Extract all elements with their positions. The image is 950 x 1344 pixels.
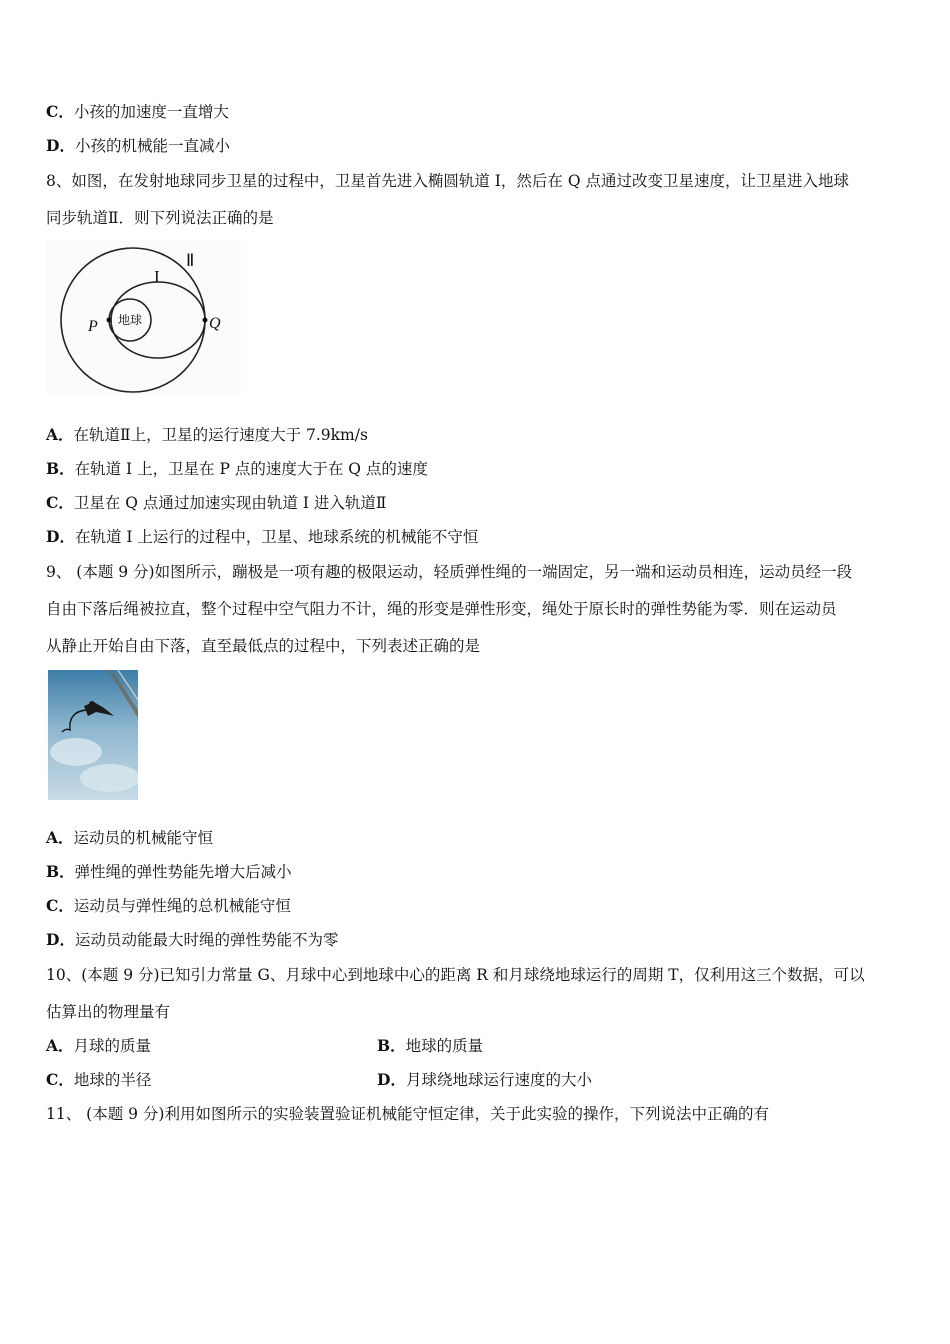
cloud bbox=[50, 738, 102, 766]
point-q-dot bbox=[203, 318, 208, 323]
q9-stem-line1: 9、 (本题 9 分)如图所示，蹦极是一项有趣的极限运动，轻质弹性绳的一端固定，另一端和运动员相连，运动员经一段 bbox=[46, 563, 853, 581]
point-p-label: P bbox=[88, 318, 98, 335]
q8-option-b: B．在轨道 I 上，卫星在 P 点的速度大于在 Q 点的速度 bbox=[46, 459, 428, 478]
orbit-diagram bbox=[46, 240, 241, 395]
q10-option-d: D．月球绕地球运行速度的大小 bbox=[377, 1070, 592, 1089]
q8-stem-line1: 8、如图，在发射地球同步卫星的过程中，卫星首先进入椭圆轨道 I，然后在 Q 点通过改变卫星速度，让卫星进入地球 bbox=[46, 172, 849, 190]
q8-option-a: A．在轨道Ⅱ上，卫星的运行速度大于 7.9km/s bbox=[46, 425, 368, 444]
point-q-label: Q bbox=[209, 315, 221, 332]
q10-stem-line1: 10、(本题 9 分)已知引力常量 G、月球中心到地球中心的距离 R 和月球绕地球运行的周期 T，仅利用这三个数据，可以 bbox=[46, 966, 865, 984]
q11-stem-line1: 11、 (本题 9 分)利用如图所示的实验装置验证机械能守恒定律，关于此实验的操作，下列说法中正确的有 bbox=[46, 1105, 769, 1123]
bungee-photo bbox=[48, 670, 138, 800]
jumper-head bbox=[89, 701, 95, 707]
q9-stem-line3: 从静止开始自由下落，直至最低点的过程中，下列表述正确的是 bbox=[46, 637, 481, 655]
q10-option-c: C．地球的半径 bbox=[46, 1070, 152, 1089]
orbit-ii-label: Ⅱ bbox=[186, 251, 195, 270]
q7-option-d: D．小孩的机械能一直减小 bbox=[46, 136, 230, 155]
orbit-i-label: I bbox=[154, 267, 160, 286]
earth-label: 地球 bbox=[117, 313, 143, 327]
q9-stem-line2: 自由下落后绳被拉直，整个过程中空气阻力不计，绳的形变是弹性形变，绳处于原长时的弹性势能为零．则在运动员 bbox=[46, 600, 837, 618]
q10-stem-line2: 估算出的物理量有 bbox=[46, 1003, 171, 1021]
q9-option-d: D．运动员动能最大时绳的弹性势能不为零 bbox=[46, 930, 339, 949]
q7-option-c: C．小孩的加速度一直增大 bbox=[46, 102, 229, 121]
q10-option-b: B．地球的质量 bbox=[377, 1036, 484, 1055]
q8-stem-line2: 同步轨道Ⅱ．则下列说法正确的是 bbox=[46, 209, 274, 227]
q9-option-c: C．运动员与弹性绳的总机械能守恒 bbox=[46, 896, 291, 915]
q10-option-a: A．月球的质量 bbox=[46, 1036, 152, 1055]
q8-option-c: C．卫星在 Q 点通过加速实现由轨道 I 进入轨道Ⅱ bbox=[46, 493, 387, 512]
cloud bbox=[80, 764, 138, 792]
q8-option-d: D．在轨道 I 上运行的过程中，卫星、地球系统的机械能不守恒 bbox=[46, 527, 479, 546]
q9-option-b: B．弹性绳的弹性势能先增大后减小 bbox=[46, 862, 292, 881]
q9-option-a: A．运动员的机械能守恒 bbox=[46, 828, 214, 847]
point-p-dot bbox=[107, 318, 112, 323]
